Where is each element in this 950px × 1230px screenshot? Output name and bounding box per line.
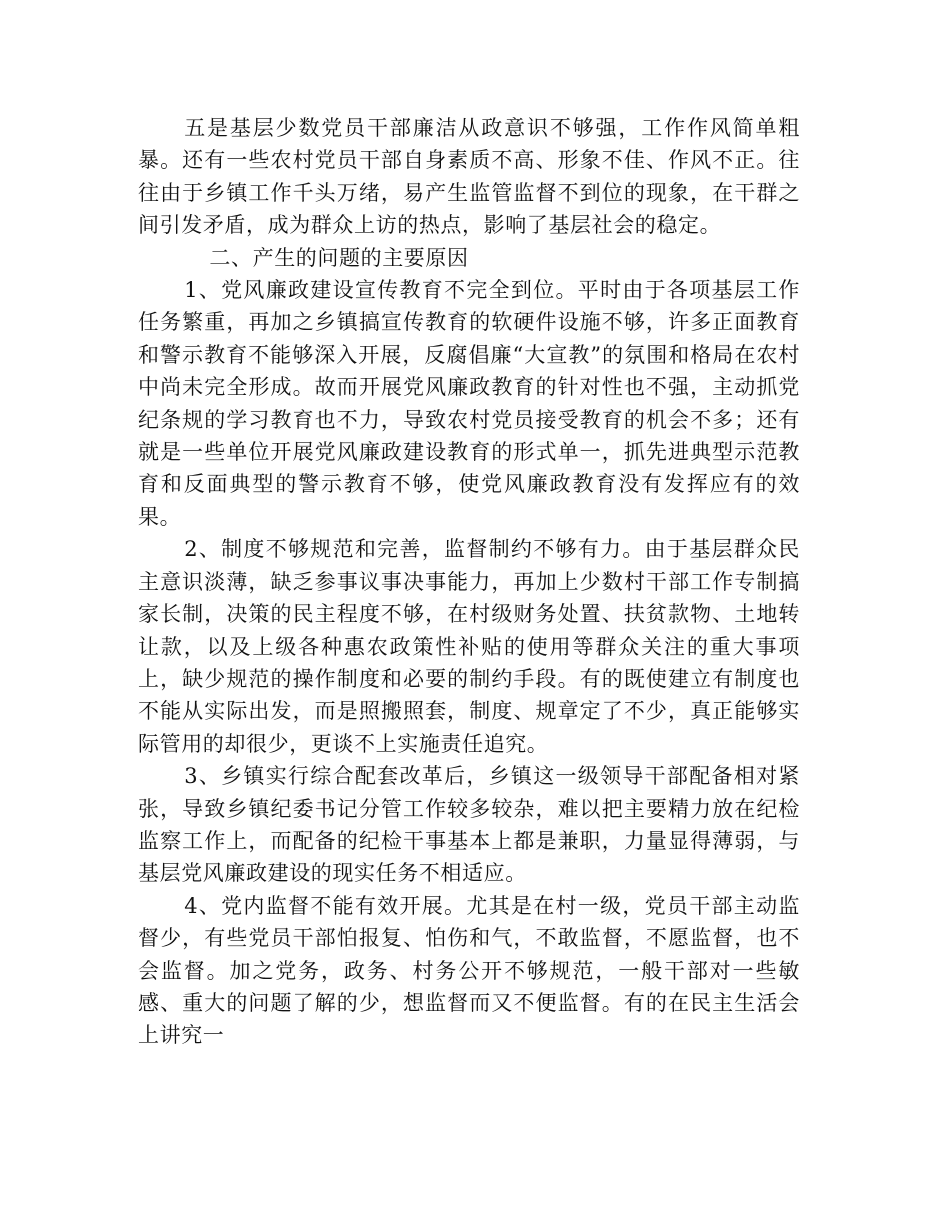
section-heading-main-causes: 二、产生的问题的主要原因 [209, 245, 469, 270]
paragraph-cause-2: 2、制度不够规范和完善，监督制约不够有力。由于基层群众民主意识淡薄，缺乏参事议事决事能力，再加上少数村干部工作专制搞家长制，决策的民主程度不够，在村级财务处置、扶贫款物、土地转让款，以及上级各种惠农政策性补贴的使用等群众关注的重大事项上，缺少规范的操作制度和必要的制约手段。有的既使建立有制度也不能从实际出发，而是照搬照套，制度、规章定了不少，真正能够实际管用的却很少，更谈不上实施责任追究。 [138, 537, 800, 756]
document-body [138, 112, 800, 1052]
paragraph-point-five: 五是基层少数党员干部廉洁从政意识不够强，工作作风简单粗暴。还有一些农村党员干部自身素质不高、形象不佳、作风不正。往往由于乡镇工作千头万绪，易产生监管监督不到位的现象，在干群之间引发矛盾，成为群众上访的热点，影响了基层社会的稳定。 [138, 116, 800, 238]
paragraph-cause-1: 1、党风廉政建设宣传教育不完全到位。平时由于各项基层工作任务繁重，再加之乡镇搞宣传教育的软硬件设施不够，许多正面教育和警示教育不能够深入开展，反腐倡廉“大宣教”的氛围和格局在农村中尚未完全形成。故而开展党风廉政教育的针对性也不强，主动抓党纪条规的学习教育也不力，导致农村党员接受教育的机会不多；还有就是一些单位开展党风廉政建设教育的形式单一，抓先进典型示范教育和反面典型的警示教育不够，使党风廉政教育没有发挥应有的效果。 [138, 278, 800, 529]
paragraph-cause-3: 3、乡镇实行综合配套改革后，乡镇这一级领导干部配备相对紧张，导致乡镇纪委书记分管工作较多较杂，难以把主要精力放在纪检监察工作上，而配备的纪检干事基本上都是兼职，力量显得薄弱，与基层党风廉政建设的现实任务不相适应。 [138, 764, 800, 886]
paragraph-cause-4: 4、党内监督不能有效开展。尤其是在村一级，党员干部主动监督少，有些党员干部怕报复、怕伤和气，不敢监督，不愿监督，也不会监督。加之党务，政务、村务公开不够规范，一般干部对一些敏感、重大的问题了解的少，想监督而又不便监督。有的在民主生活会上讲究一 [138, 893, 800, 1048]
